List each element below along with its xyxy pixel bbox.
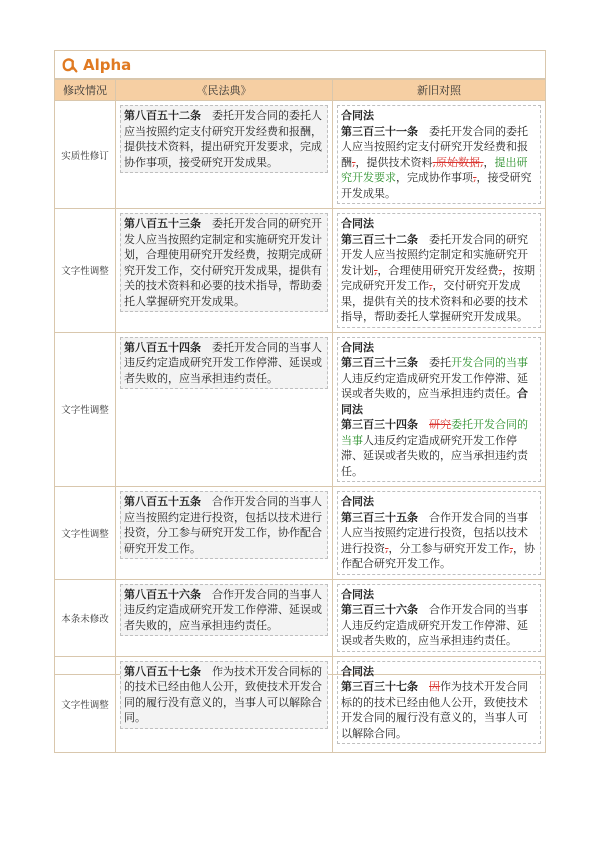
article-number: 第三百三十四条 [341, 418, 418, 431]
civil-code-cell [116, 332, 333, 487]
table-row [55, 101, 546, 209]
comparison-cell [333, 487, 546, 580]
civil-code-cell [116, 579, 333, 656]
deleted-text: , [429, 279, 433, 292]
alpha-logo-icon [61, 56, 79, 74]
law-name: 合同法 [341, 664, 374, 678]
header-bar [55, 51, 545, 79]
comparison-cell [333, 101, 546, 209]
civil-code-text: 第八百五十二条 委托开发合同的委托人应当按照约定支付研究开发经费和报酬，提供技术资料，提出研究开发要求，完成协作事项，接受研究开发成果。 [120, 105, 328, 173]
article-number: 第八百五十五条 [124, 495, 201, 508]
civil-code-text: 第八百五十四条 委托开发合同的当事人违反约定造成研究开发工作停滞、延误或者失败的，应当承担违约责任。 [120, 337, 328, 390]
deleted-text: , [509, 541, 513, 555]
table-row [55, 579, 546, 656]
law-name: 合同法 [341, 340, 374, 354]
article-number: 第八百五十四条 [124, 340, 201, 354]
article-number: 第八百五十七条 [124, 664, 201, 678]
law-name: 合同法 [341, 587, 374, 601]
table-row [55, 656, 546, 752]
deleted-text: ,原始数据, [432, 155, 484, 169]
table-row [55, 209, 546, 333]
deleted-text: , [385, 541, 389, 555]
column-header-civil-code: 《民法典》 [116, 80, 333, 101]
inserted-text: 开发合同的当事 [451, 356, 528, 369]
status-cell: 文字性调整 [55, 487, 116, 580]
article-number: 第三百三十五条 [341, 510, 418, 524]
comparison-cell [333, 579, 546, 656]
status-cell: 本条未修改 [55, 579, 116, 656]
comparison-cell [333, 332, 546, 487]
comparison-text: 合同法 第三百三十六条 合作开发合同的当事人违反约定造成研究开发工作停滞、延误或者失败的，应当承担违约责任。 [337, 584, 541, 652]
comparison-cell [333, 656, 546, 752]
law-name: 合同法 [341, 109, 374, 122]
civil-code-text: 第八百五十六条 合作开发合同的当事人违反约定造成研究开发工作停滞、延误或者失败的，应当承担违约责任。 [120, 584, 328, 637]
deleted-text: , [352, 155, 356, 169]
civil-code-text: 第八百五十五条 合作开发合同的当事人应当按照约定进行投资，包括以技术进行投资，分工参与研究开发工作，协作配合研究开发工作。 [120, 491, 328, 559]
column-header-status: 修改情况 [55, 80, 116, 101]
article-number: 第八百五十六条 [124, 587, 201, 601]
table-row [55, 487, 546, 580]
table-row [55, 332, 546, 487]
comparison-cell [333, 209, 546, 333]
document-frame [54, 50, 546, 740]
table-header-row [55, 80, 546, 101]
article-number: 第三百三十三条 [341, 356, 418, 369]
comparison-table [54, 79, 546, 753]
comparison-text: 合同法 第三百三十五条 合作开发合同的当事人应当按照约定进行投资，包括以技术进行投资,，分工参与研究开发工作,，协作配合研究开发工作。 [337, 491, 541, 575]
civil-code-cell [116, 487, 333, 580]
article-number: 第三百三十一条 [341, 124, 418, 138]
article-number: 第八百五十三条 [124, 217, 201, 230]
logo-text: Alpha [83, 55, 132, 74]
status-cell: 文字性调整 [55, 332, 116, 487]
deleted-text: , [498, 263, 502, 277]
civil-code-cell [116, 101, 333, 209]
article-number: 第三百三十七条 [341, 680, 418, 693]
status-cell: 文字性调整 [55, 209, 116, 333]
deleted-text: 因 [429, 680, 440, 693]
comparison-text: 合同法 第三百三十七条 因作为技术开发合同标的的技术已经由他人公开，致使技术开发合同的履行没有意义的，当事人可以解除合同。 [337, 661, 541, 745]
comparison-text: 合同法 第三百三十三条 委托开发合同的当事人违反约定造成研究开发工作停滞、延误或者失败的，应当承担违约责任。合同法 第三百三十四条 研究委托开发合同的当事人违反约定造成研究开发工作停滞、延误或者失败的，应当承担违约责任。 [337, 337, 541, 483]
civil-code-cell [116, 209, 333, 333]
column-header-comparison: 新旧对照 [333, 80, 546, 101]
law-name: 合同法 [341, 495, 374, 508]
inserted-text: 提出研究开发要求 [341, 155, 528, 184]
deleted-text: , [374, 263, 378, 277]
article-number: 第八百五十二条 [124, 109, 201, 122]
deleted-text: 研究 [429, 418, 451, 431]
status-cell: 文字性调整 [55, 656, 116, 752]
deleted-text: , [473, 171, 477, 184]
law-name: 合同法 [341, 217, 374, 230]
inserted-text: 委托开发合同的当事 [341, 418, 528, 447]
civil-code-cell [116, 656, 333, 752]
status-cell: 实质性修订 [55, 101, 116, 209]
civil-code-text: 第八百五十七条 作为技术开发合同标的的技术已经由他人公开，致使技术开发合同的履行没有意义的，当事人可以解除合同。 [120, 661, 328, 729]
article-number: 第三百三十六条 [341, 603, 418, 616]
civil-code-text: 第八百五十三条 委托开发合同的研究开发人应当按照约定制定和实施研究开发计划，合理使用研究开发经费，按期完成研究开发工作，交付研究开发成果，提供有关的技术资料和必要的技术指导，帮助委托人掌握研究开发成果。 [120, 213, 328, 312]
comparison-text: 合同法 第三百三十一条 委托开发合同的委托人应当按照约定支付研究开发经费和报酬,，提供技术资料,原始数据,，提出研究开发要求，完成协作事项,，接受研究开发成果。 [337, 105, 541, 204]
law-name: 合同法 [341, 387, 528, 416]
comparison-text: 合同法 第三百三十二条 委托开发合同的研究开发人应当按照约定制定和实施研究开发计划,，合理使用研究开发经费,，按期完成研究开发工作,，交付研究开发成果，提供有关的技术资料和必要的技术指导，帮助委托人掌握研究开发成果。 [337, 213, 541, 328]
article-number: 第三百三十二条 [341, 232, 418, 246]
